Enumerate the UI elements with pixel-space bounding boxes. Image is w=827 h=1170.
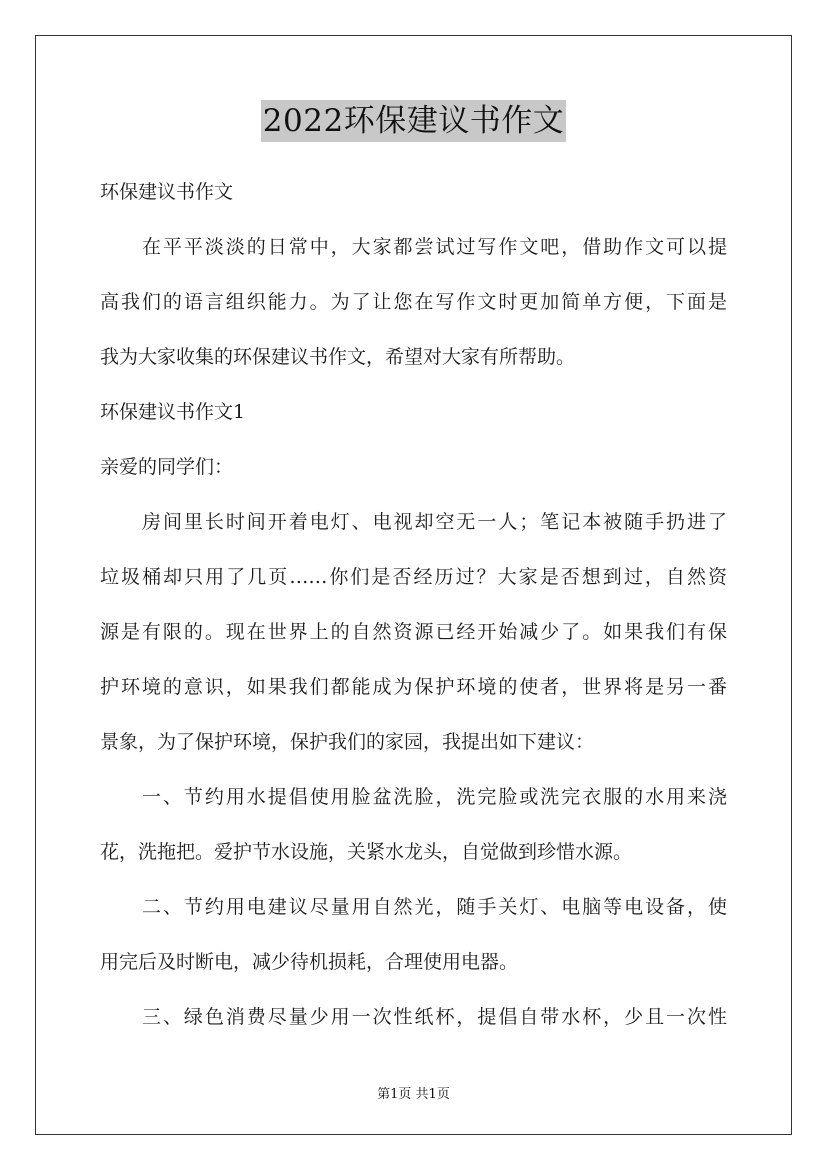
section-heading: 环保建议书作文1 bbox=[100, 401, 246, 423]
paragraph-line: 用完后及时断电，减少待机损耗，合理使用电器。 bbox=[100, 951, 519, 973]
paragraph-line: 二、节约用电建议尽量用自然光，随手关灯、电脑等电设备，使 bbox=[142, 896, 727, 918]
paragraph-line: 一、节约用水提倡使用脸盆洗脸，洗完脸或洗完衣服的水用来浇 bbox=[142, 786, 727, 808]
paragraph-line: 房间里长时间开着电灯、电视却空无一人；笔记本被随手扔进了 bbox=[142, 511, 727, 533]
paragraph-line: 三、绿色消费尽量少用一次性纸杯，提倡自带水杯，少且一次性 bbox=[142, 1006, 727, 1028]
paragraph-line: 垃圾桶却只用了几页……你们是否经历过？大家是否想到过，自然资 bbox=[100, 566, 727, 588]
document-body bbox=[100, 165, 727, 1045]
paragraph-line: 护环境的意识，如果我们都能成为保护环境的使者，世界将是另一番 bbox=[100, 676, 727, 698]
salutation: 亲爱的同学们： bbox=[100, 456, 234, 478]
subtitle-line: 环保建议书作文 bbox=[100, 181, 234, 203]
paragraph-line: 景象，为了保护环境，保护我们的家园，我提出如下建议： bbox=[100, 731, 595, 753]
paragraph-line: 我为大家收集的环保建议书作文，希望对大家有所帮助。 bbox=[100, 346, 576, 368]
paragraph-line: 源是有限的。现在世界上的自然资源已经开始减少了。如果我们有保 bbox=[100, 621, 727, 643]
document-title: 2022环保建议书作文 bbox=[261, 100, 566, 142]
title-container bbox=[0, 100, 827, 142]
page-footer: 第1页 共1页 bbox=[377, 1087, 450, 1102]
paragraph-line: 花，洗拖把。爱护节水设施，关紧水龙头，自觉做到珍惜水源。 bbox=[100, 841, 633, 863]
paragraph-line: 在平平淡淡的日常中，大家都尝试过写作文吧，借助作文可以提 bbox=[142, 236, 727, 258]
paragraph-line: 高我们的语言组织能力。为了让您在写作文时更加简单方便，下面是 bbox=[100, 291, 727, 313]
